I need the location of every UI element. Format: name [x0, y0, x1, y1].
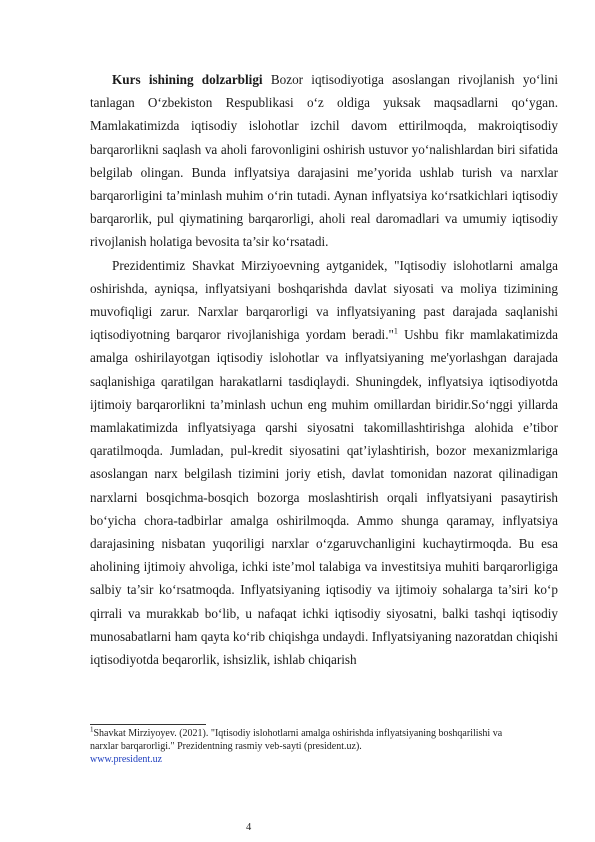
footnote-marker: 1 — [90, 725, 94, 734]
paragraph-2-text: Ushbu fikr mamlakatimizda amalga oshirilayotgan iqtisodiy islohotlar va inflyatsiyaning me'yorlashgan darajada saqlanishiga qaratilgan harakatlarni tasdiqlaydi. Shuningdek, inflyatsiya iqtisodiyotda ijtimoiy barqarorlikni ta’minlash uchun eng muhim omillardan biridir.So‘nggi yillarda mamlakatimizda inflyatsiyaga qarshi siyosatni takomillashtirishga alohida e’tibor qaratilmoqda. Jumladan, pul-kredit siyosatini qat’iylashtirish, bozor mexanizmlariga asoslangan narx belgilash tizimini joriy etish, davlat tomonidan nazorat qilinadigan narxlarni bosqichma-bosqich bozorga moslashtirish orqali inflyatsiyani pasaytirish bo‘yicha chora-tadbirlar amalga oshirilmoqda. Ammo shunga qaramay, inflyatsiya darajasining nisbatan yuqoriligi narxlar o‘zgaruvchanligini kuchaytirmoqda. Bu esa aholining ijtimoiy ahvoliga, ichki iste’mol talabiga va investitsiya muhiti barqarorligiga salbiy ta’sir ko‘rsatmoqda. Inflyatsiyaning iqtisodiy va ijtimoiy sohalarga ta’siri ko‘p qirrali va murakkab bo‘lib, u nafaqat ichki iqtisodiy siyosatni, balki tashqi iqtisodiy munosabatlarni ham qayta ko‘rib chiqishga undaydi. Inflyatsiyaning nazoratdan chiqishi iqtisodiyotda beqarorlik, ishsizlik, ishlab chiqarish — [90, 327, 558, 668]
footnote-link[interactable]: www.president.uz — [90, 754, 163, 765]
paragraph-president-quote — [90, 254, 558, 672]
footnote — [90, 727, 530, 766]
paragraph-relevance — [90, 68, 558, 254]
body-text — [90, 68, 558, 671]
footnote-separator — [90, 724, 206, 725]
paragraph-1-text: Bozor iqtisodiyotiga asoslangan rivojlanish yo‘lini tanlagan O‘zbekiston Respublikasi o‘z oldiga yuksak maqsadlarni qo‘ygan. Mamlakatimizda iqtisodiy islohotlar izchil davom ettirilmoqda, makroiqtisodiy barqarorlikni saqlash va aholi farovonligini oshirish ustuvor yo‘nalishlardan biri sifatida belgilab olingan. Bunda inflyatsiya darajasini me’yorida ushlab turish va narxlar barqarorligini ta’minlash muhim o‘rin tutadi. Aynan inflyatsiya ko‘rsatkichlari iqtisodiy barqarorlik, pul qiymatining barqarorligi, aholi real daromadlari va umumiy iqtisodiy rivojlanish holatiga bevosita ta’sir ko‘rsatadi. — [90, 72, 558, 250]
footnote-text: Shavkat Mirziyoyev. (2021). "Iqtisodiy islohotlarni amalga oshirishda inflyatsiyaning boshqarilishi va narxlar barqarorligi." Prezidentning rasmiy veb-sayti (president.uz). — [90, 728, 503, 752]
footnote-reference[interactable]: 1 — [393, 326, 398, 336]
paragraph-2-quote: Prezidentimiz Shavkat Mirziyoevning aytganidek, "Iqtisodiy islohotlarni amalga oshirishda, ayniqsa, inflyatsiyani boshqarishda davlat siyosati va moliya tizimining muvofiqligi zarur. Narxlar barqarorligi va inflyatsiyaning past darajada saqlanishi iqtisodiyotning barqaror rivojlanishiga yordam beradi." — [90, 257, 558, 343]
section-heading-inline: Kurs ishining dolzarbligi — [112, 72, 263, 87]
page-number: 4 — [246, 822, 252, 833]
